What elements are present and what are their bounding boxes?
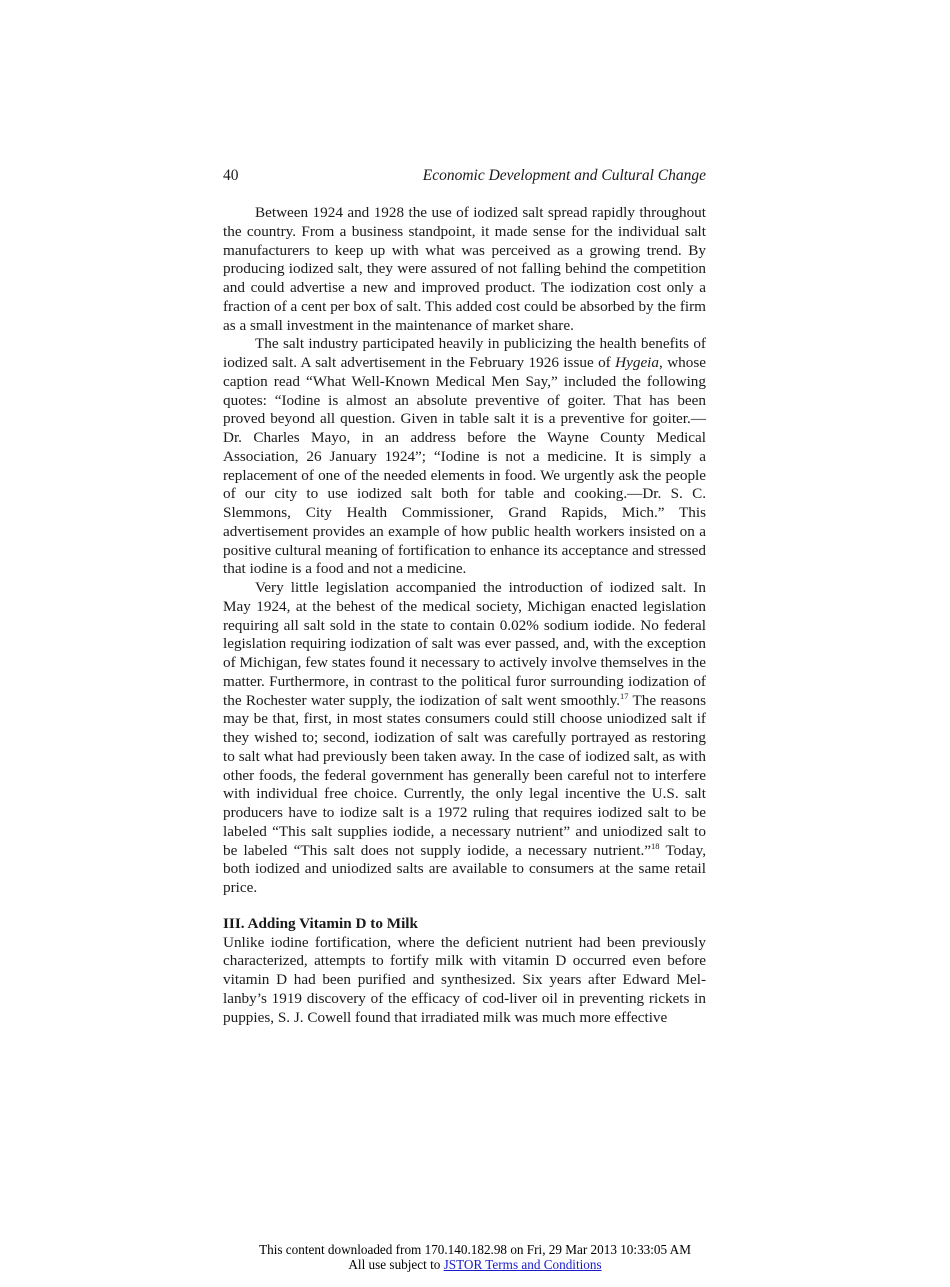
article-body bbox=[223, 204, 706, 1027]
section-heading: III. Adding Vitamin D to Milk bbox=[223, 914, 418, 932]
paragraph-text: Today, both iodized and uniodized salts are available to consumers at the same retail price. bbox=[223, 841, 706, 896]
journal-name-italic: Hygeia bbox=[615, 354, 659, 371]
paragraph-text: , whose caption read “What Well-Known Medical Men Say,” included the following quotes: “Iodine is almost an absolute preventive of goiter. That has been proved beyond all question. Given in table salt it is a preventive for goiter.—Dr. Charles Mayo, in an address before the Wayne County Medical Association, 26 January 1924”; “Iodine is not a medicine. It is simply a replacement of one of the needed elements in food. We urgently ask the people of our city to use iodized salt both for table and cooking.—Dr. S. C. Slemmons, City Health Commissioner, Grand Rapids, Mich.” This advertisement provides an example of how public health workers insisted on a positive cultural meaning of fortification to enhance its acceptance and stressed that iodine is a food and not a medicine. bbox=[223, 354, 707, 578]
download-notice: This content downloaded from 170.140.182.98 on Fri, 29 Mar 2013 10:33:05 AM bbox=[259, 1242, 691, 1257]
footnote-marker[interactable]: 18 bbox=[651, 840, 660, 851]
terms-line bbox=[0, 1258, 950, 1273]
page-number: 40 bbox=[223, 167, 239, 184]
paragraph-iodized-salt-spread: Between 1924 and 1928 the use of iodized salt spread rapidly throughout the country. From a business standpoint, it made sense for the individual salt manufacturers to keep up with what was perceived as a growing trend. By producing iodized salt, they were assured of not falling behind the competition and could advertise a new and improved product. The iodization cost only a fraction of a cent per box of salt. This added cost could be absorbed by the firm as a small investment in the maintenance of market share. bbox=[223, 204, 706, 334]
paragraph-legislation bbox=[223, 579, 706, 898]
terms-prefix: All use subject to bbox=[348, 1256, 444, 1272]
footnote-marker[interactable]: 17 bbox=[620, 690, 629, 701]
paragraph-text: The reasons may be that, first, in most states consumers could still choose uniodized salt if they wished to; second, iodization of salt was carefully portrayed as restoring to salt what had previously been taken away. In the case of iodized salt, as with other foods, the federal government has generally been careful not to interfere with individual free choice. Currently, the only legal incentive the U.S. salt producers have to iodize salt is a 1972 ruling that requires iodized salt to be labeled “This salt supplies iodide, a necessary nutrient” and uniodized salt to be labeled “This salt does not supply iodide, a necessary nutrient.” bbox=[223, 691, 706, 859]
paragraph-text: The salt industry participated heavily in publicizing the health benefits of iodized salt. A salt advertisement in the February 1926 issue of bbox=[223, 335, 706, 371]
jstor-terms-link[interactable]: JSTOR Terms and Conditions bbox=[443, 1256, 602, 1272]
paragraph-vitamin-d-milk: Unlike iodine fortification, where the deficient nutrient had been previously characterized, attempts to fortify milk with vitamin D occurred even before vitamin D had been purified and synthesized. Six years after Edward Mellanby’s 1919 discovery of the efficacy of cod-liver oil in preventing rickets in puppies, S. J. Cowell found that irradiated milk was much more effective bbox=[223, 933, 706, 1026]
running-head-journal-title: Economic Development and Cultural Change bbox=[422, 167, 706, 184]
paragraph-text: Very little legislation accompanied the introduction of iodized salt. In May 1924, at the behest of the medical society, Michigan enacted legislation requiring all salt sold in the state to contain 0.02% sodium iodide. No federal legislation requiring iodization of salt was ever passed, and, with the exception of Michigan, few states found it necessary to actively involve themselves in the matter. Furthermore, in contrast to the political furor surrounding iodization of the Rochester water supply, the iodization of salt went smoothly. bbox=[223, 579, 706, 709]
jstor-footer bbox=[0, 1243, 950, 1272]
paragraph-salt-industry-publicity bbox=[223, 335, 706, 579]
